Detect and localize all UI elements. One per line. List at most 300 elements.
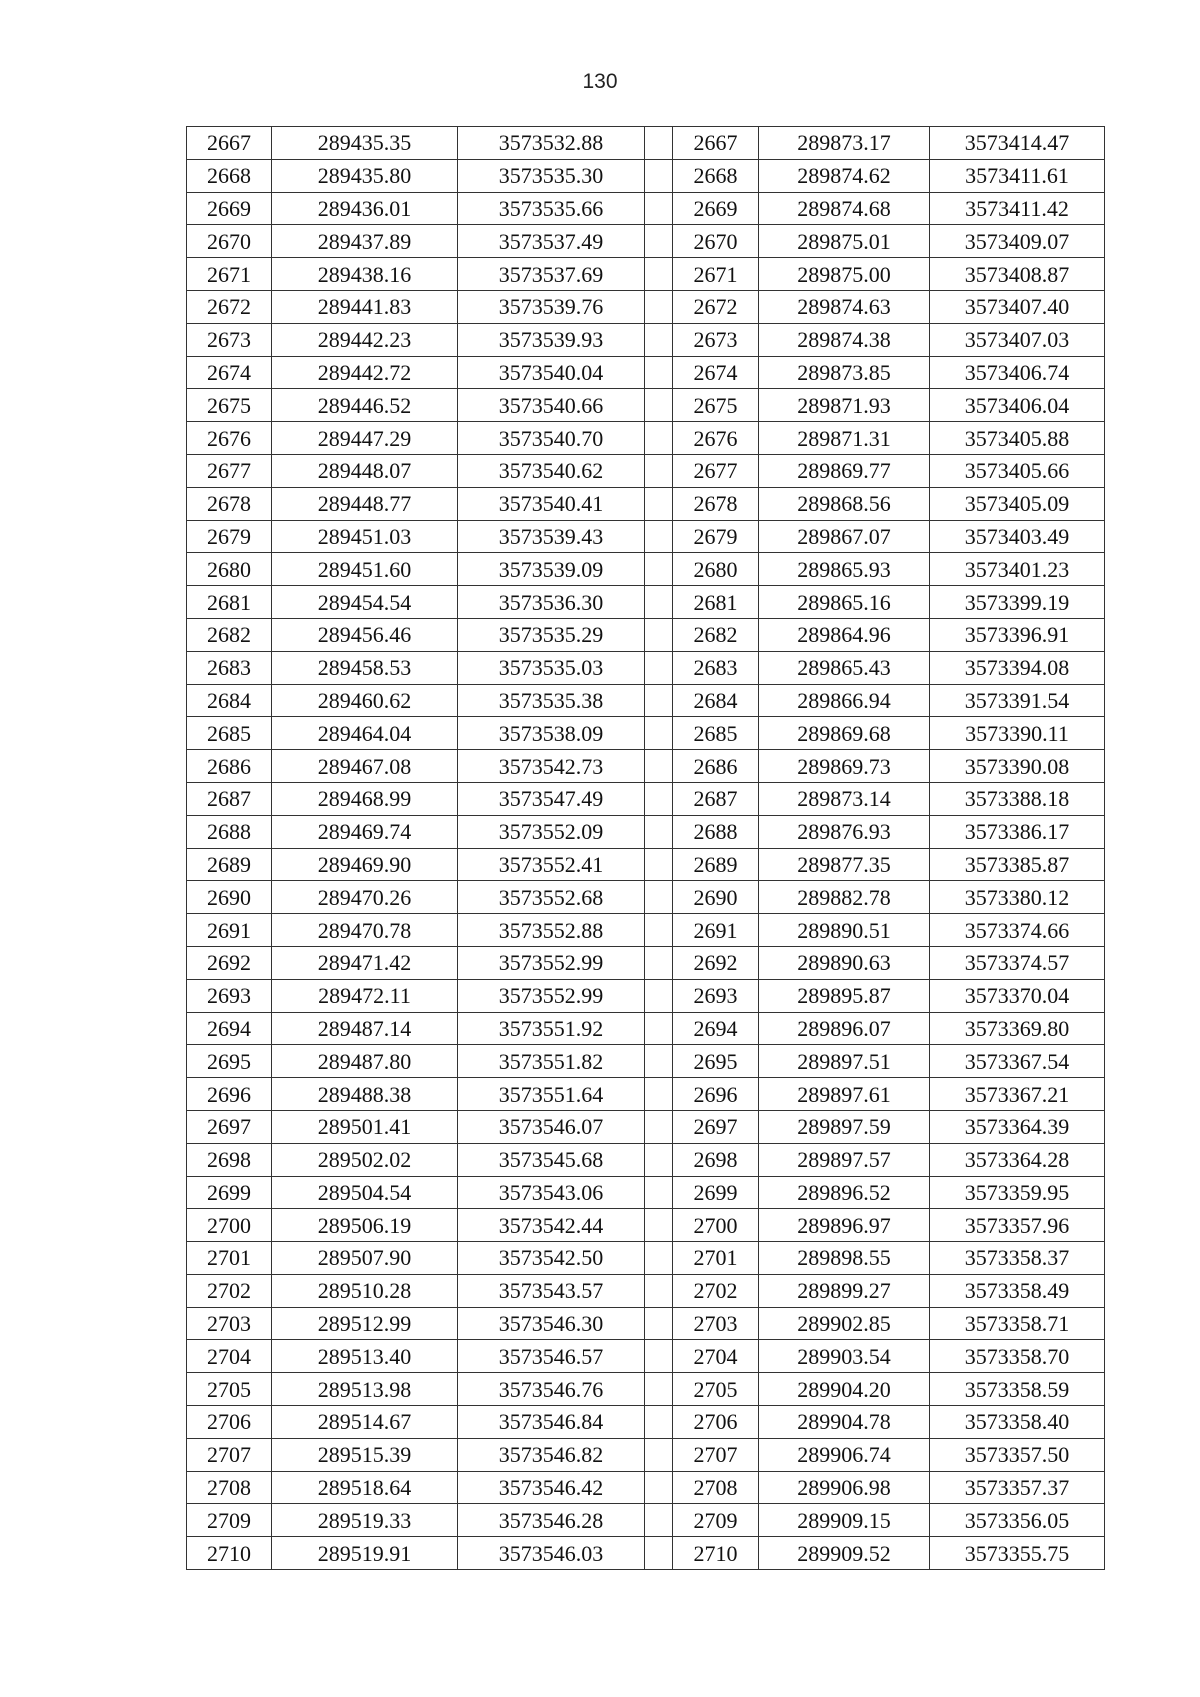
left-point-number-cell: 2672 [187, 290, 272, 323]
right-x-coordinate-cell: 289898.55 [759, 1242, 930, 1275]
right-x-coordinate-cell: 289904.78 [759, 1406, 930, 1439]
table-row [187, 717, 1105, 750]
right-point-number-cell: 2675 [673, 389, 759, 422]
column-gap [645, 1340, 673, 1373]
left-y-coordinate-cell: 3573537.49 [458, 225, 645, 258]
right-x-coordinate-cell: 289906.98 [759, 1471, 930, 1504]
column-gap [645, 323, 673, 356]
right-point-number-cell: 2706 [673, 1406, 759, 1439]
left-x-coordinate-cell: 289469.90 [272, 848, 458, 881]
left-y-coordinate-cell: 3573547.49 [458, 782, 645, 815]
left-point-number-cell: 2678 [187, 487, 272, 520]
left-point-number-cell: 2687 [187, 782, 272, 815]
right-y-coordinate-cell: 3573407.40 [930, 290, 1105, 323]
right-y-coordinate-cell: 3573358.71 [930, 1307, 1105, 1340]
right-x-coordinate-cell: 289895.87 [759, 979, 930, 1012]
left-y-coordinate-cell: 3573546.42 [458, 1471, 645, 1504]
table-row [187, 159, 1105, 192]
column-gap [645, 946, 673, 979]
table-row [187, 487, 1105, 520]
left-point-number-cell: 2670 [187, 225, 272, 258]
table-row [187, 356, 1105, 389]
left-x-coordinate-cell: 289504.54 [272, 1176, 458, 1209]
table-row [187, 422, 1105, 455]
left-y-coordinate-cell: 3573535.38 [458, 684, 645, 717]
right-y-coordinate-cell: 3573370.04 [930, 979, 1105, 1012]
right-point-number-cell: 2703 [673, 1307, 759, 1340]
right-y-coordinate-cell: 3573396.91 [930, 618, 1105, 651]
left-x-coordinate-cell: 289454.54 [272, 586, 458, 619]
table-row [187, 323, 1105, 356]
right-x-coordinate-cell: 289877.35 [759, 848, 930, 881]
column-gap [645, 1406, 673, 1439]
column-gap [645, 1078, 673, 1111]
right-y-coordinate-cell: 3573411.42 [930, 192, 1105, 225]
right-x-coordinate-cell: 289896.07 [759, 1012, 930, 1045]
left-y-coordinate-cell: 3573542.44 [458, 1209, 645, 1242]
right-y-coordinate-cell: 3573399.19 [930, 586, 1105, 619]
left-point-number-cell: 2682 [187, 618, 272, 651]
right-point-number-cell: 2684 [673, 684, 759, 717]
column-gap [645, 684, 673, 717]
left-y-coordinate-cell: 3573552.41 [458, 848, 645, 881]
right-point-number-cell: 2681 [673, 586, 759, 619]
left-y-coordinate-cell: 3573536.30 [458, 586, 645, 619]
table-row [187, 881, 1105, 914]
right-point-number-cell: 2678 [673, 487, 759, 520]
right-x-coordinate-cell: 289868.56 [759, 487, 930, 520]
column-gap [645, 127, 673, 160]
right-y-coordinate-cell: 3573357.96 [930, 1209, 1105, 1242]
right-point-number-cell: 2686 [673, 750, 759, 783]
left-x-coordinate-cell: 289448.77 [272, 487, 458, 520]
left-x-coordinate-cell: 289472.11 [272, 979, 458, 1012]
table-row [187, 1504, 1105, 1537]
right-x-coordinate-cell: 289869.77 [759, 454, 930, 487]
right-y-coordinate-cell: 3573374.66 [930, 914, 1105, 947]
left-y-coordinate-cell: 3573535.03 [458, 651, 645, 684]
column-gap [645, 1045, 673, 1078]
left-point-number-cell: 2677 [187, 454, 272, 487]
left-x-coordinate-cell: 289435.80 [272, 159, 458, 192]
table-row [187, 914, 1105, 947]
right-y-coordinate-cell: 3573358.40 [930, 1406, 1105, 1439]
right-point-number-cell: 2698 [673, 1143, 759, 1176]
left-y-coordinate-cell: 3573540.41 [458, 487, 645, 520]
right-y-coordinate-cell: 3573408.87 [930, 258, 1105, 291]
left-point-number-cell: 2706 [187, 1406, 272, 1439]
column-gap [645, 1143, 673, 1176]
left-point-number-cell: 2693 [187, 979, 272, 1012]
left-y-coordinate-cell: 3573543.57 [458, 1274, 645, 1307]
left-y-coordinate-cell: 3573552.09 [458, 815, 645, 848]
right-point-number-cell: 2709 [673, 1504, 759, 1537]
table-row [187, 1242, 1105, 1275]
table-row [187, 1471, 1105, 1504]
right-y-coordinate-cell: 3573358.59 [930, 1373, 1105, 1406]
right-point-number-cell: 2676 [673, 422, 759, 455]
table-row [187, 1012, 1105, 1045]
right-x-coordinate-cell: 289902.85 [759, 1307, 930, 1340]
right-point-number-cell: 2710 [673, 1537, 759, 1570]
left-x-coordinate-cell: 289446.52 [272, 389, 458, 422]
left-y-coordinate-cell: 3573540.66 [458, 389, 645, 422]
table-row [187, 389, 1105, 422]
right-point-number-cell: 2701 [673, 1242, 759, 1275]
left-x-coordinate-cell: 289512.99 [272, 1307, 458, 1340]
table-row [187, 651, 1105, 684]
left-point-number-cell: 2707 [187, 1438, 272, 1471]
left-x-coordinate-cell: 289510.28 [272, 1274, 458, 1307]
left-y-coordinate-cell: 3573539.76 [458, 290, 645, 323]
table-row [187, 618, 1105, 651]
right-y-coordinate-cell: 3573405.88 [930, 422, 1105, 455]
right-point-number-cell: 2697 [673, 1110, 759, 1143]
right-x-coordinate-cell: 289897.51 [759, 1045, 930, 1078]
left-y-coordinate-cell: 3573546.82 [458, 1438, 645, 1471]
column-gap [645, 1110, 673, 1143]
column-gap [645, 1274, 673, 1307]
left-x-coordinate-cell: 289471.42 [272, 946, 458, 979]
left-y-coordinate-cell: 3573551.92 [458, 1012, 645, 1045]
left-y-coordinate-cell: 3573538.09 [458, 717, 645, 750]
left-y-coordinate-cell: 3573539.43 [458, 520, 645, 553]
left-y-coordinate-cell: 3573540.04 [458, 356, 645, 389]
table-row [187, 782, 1105, 815]
table-row [187, 815, 1105, 848]
right-point-number-cell: 2689 [673, 848, 759, 881]
left-x-coordinate-cell: 289470.26 [272, 881, 458, 914]
left-point-number-cell: 2685 [187, 717, 272, 750]
right-x-coordinate-cell: 289864.96 [759, 618, 930, 651]
column-gap [645, 290, 673, 323]
right-x-coordinate-cell: 289867.07 [759, 520, 930, 553]
right-y-coordinate-cell: 3573390.08 [930, 750, 1105, 783]
right-x-coordinate-cell: 289873.14 [759, 782, 930, 815]
left-x-coordinate-cell: 289435.35 [272, 127, 458, 160]
column-gap [645, 258, 673, 291]
right-point-number-cell: 2694 [673, 1012, 759, 1045]
column-gap [645, 782, 673, 815]
left-y-coordinate-cell: 3573535.29 [458, 618, 645, 651]
left-x-coordinate-cell: 289513.40 [272, 1340, 458, 1373]
column-gap [645, 586, 673, 619]
left-x-coordinate-cell: 289447.29 [272, 422, 458, 455]
right-point-number-cell: 2672 [673, 290, 759, 323]
right-y-coordinate-cell: 3573411.61 [930, 159, 1105, 192]
right-y-coordinate-cell: 3573357.50 [930, 1438, 1105, 1471]
right-x-coordinate-cell: 289897.59 [759, 1110, 930, 1143]
left-point-number-cell: 2701 [187, 1242, 272, 1275]
column-gap [645, 520, 673, 553]
right-x-coordinate-cell: 289871.93 [759, 389, 930, 422]
table-row [187, 1143, 1105, 1176]
right-point-number-cell: 2700 [673, 1209, 759, 1242]
right-point-number-cell: 2691 [673, 914, 759, 947]
right-x-coordinate-cell: 289874.68 [759, 192, 930, 225]
right-y-coordinate-cell: 3573390.11 [930, 717, 1105, 750]
right-x-coordinate-cell: 289909.15 [759, 1504, 930, 1537]
left-point-number-cell: 2690 [187, 881, 272, 914]
right-point-number-cell: 2673 [673, 323, 759, 356]
left-y-coordinate-cell: 3573546.76 [458, 1373, 645, 1406]
left-y-coordinate-cell: 3573545.68 [458, 1143, 645, 1176]
right-x-coordinate-cell: 289869.68 [759, 717, 930, 750]
left-point-number-cell: 2669 [187, 192, 272, 225]
table-row [187, 258, 1105, 291]
left-point-number-cell: 2705 [187, 1373, 272, 1406]
right-y-coordinate-cell: 3573385.87 [930, 848, 1105, 881]
right-x-coordinate-cell: 289866.94 [759, 684, 930, 717]
left-point-number-cell: 2697 [187, 1110, 272, 1143]
table-row [187, 1438, 1105, 1471]
right-y-coordinate-cell: 3573394.08 [930, 651, 1105, 684]
right-y-coordinate-cell: 3573357.37 [930, 1471, 1105, 1504]
right-point-number-cell: 2702 [673, 1274, 759, 1307]
left-y-coordinate-cell: 3573532.88 [458, 127, 645, 160]
column-gap [645, 1307, 673, 1340]
left-x-coordinate-cell: 289513.98 [272, 1373, 458, 1406]
table-row [187, 1110, 1105, 1143]
left-x-coordinate-cell: 289488.38 [272, 1078, 458, 1111]
left-y-coordinate-cell: 3573537.69 [458, 258, 645, 291]
right-point-number-cell: 2679 [673, 520, 759, 553]
left-y-coordinate-cell: 3573540.62 [458, 454, 645, 487]
right-y-coordinate-cell: 3573406.74 [930, 356, 1105, 389]
right-point-number-cell: 2677 [673, 454, 759, 487]
left-y-coordinate-cell: 3573546.03 [458, 1537, 645, 1570]
left-point-number-cell: 2702 [187, 1274, 272, 1307]
table-row [187, 1406, 1105, 1439]
left-x-coordinate-cell: 289458.53 [272, 651, 458, 684]
left-x-coordinate-cell: 289470.78 [272, 914, 458, 947]
column-gap [645, 1012, 673, 1045]
right-point-number-cell: 2696 [673, 1078, 759, 1111]
column-gap [645, 914, 673, 947]
left-x-coordinate-cell: 289460.62 [272, 684, 458, 717]
column-gap [645, 1242, 673, 1275]
left-x-coordinate-cell: 289468.99 [272, 782, 458, 815]
right-y-coordinate-cell: 3573380.12 [930, 881, 1105, 914]
left-point-number-cell: 2692 [187, 946, 272, 979]
left-x-coordinate-cell: 289507.90 [272, 1242, 458, 1275]
right-x-coordinate-cell: 289897.61 [759, 1078, 930, 1111]
right-x-coordinate-cell: 289903.54 [759, 1340, 930, 1373]
column-gap [645, 717, 673, 750]
right-point-number-cell: 2667 [673, 127, 759, 160]
right-y-coordinate-cell: 3573358.49 [930, 1274, 1105, 1307]
column-gap [645, 979, 673, 1012]
column-gap [645, 1471, 673, 1504]
coordinates-table [186, 126, 1105, 1570]
left-point-number-cell: 2691 [187, 914, 272, 947]
right-point-number-cell: 2680 [673, 553, 759, 586]
right-y-coordinate-cell: 3573358.37 [930, 1242, 1105, 1275]
left-x-coordinate-cell: 289487.14 [272, 1012, 458, 1045]
column-gap [645, 651, 673, 684]
right-x-coordinate-cell: 289874.63 [759, 290, 930, 323]
column-gap [645, 848, 673, 881]
right-x-coordinate-cell: 289906.74 [759, 1438, 930, 1471]
left-x-coordinate-cell: 289514.67 [272, 1406, 458, 1439]
left-x-coordinate-cell: 289469.74 [272, 815, 458, 848]
left-y-coordinate-cell: 3573546.28 [458, 1504, 645, 1537]
right-point-number-cell: 2683 [673, 651, 759, 684]
right-point-number-cell: 2687 [673, 782, 759, 815]
left-x-coordinate-cell: 289442.72 [272, 356, 458, 389]
left-point-number-cell: 2704 [187, 1340, 272, 1373]
column-gap [645, 1504, 673, 1537]
right-y-coordinate-cell: 3573367.21 [930, 1078, 1105, 1111]
column-gap [645, 1373, 673, 1406]
right-point-number-cell: 2674 [673, 356, 759, 389]
column-gap [645, 553, 673, 586]
left-x-coordinate-cell: 289438.16 [272, 258, 458, 291]
left-x-coordinate-cell: 289519.91 [272, 1537, 458, 1570]
left-point-number-cell: 2684 [187, 684, 272, 717]
table-row [187, 1307, 1105, 1340]
left-x-coordinate-cell: 289441.83 [272, 290, 458, 323]
left-point-number-cell: 2703 [187, 1307, 272, 1340]
left-x-coordinate-cell: 289501.41 [272, 1110, 458, 1143]
right-y-coordinate-cell: 3573374.57 [930, 946, 1105, 979]
left-x-coordinate-cell: 289467.08 [272, 750, 458, 783]
right-x-coordinate-cell: 289876.93 [759, 815, 930, 848]
right-x-coordinate-cell: 289875.01 [759, 225, 930, 258]
column-gap [645, 356, 673, 389]
left-point-number-cell: 2689 [187, 848, 272, 881]
column-gap [645, 1209, 673, 1242]
left-y-coordinate-cell: 3573552.68 [458, 881, 645, 914]
left-point-number-cell: 2671 [187, 258, 272, 291]
left-point-number-cell: 2681 [187, 586, 272, 619]
left-x-coordinate-cell: 289451.03 [272, 520, 458, 553]
left-x-coordinate-cell: 289442.23 [272, 323, 458, 356]
right-y-coordinate-cell: 3573386.17 [930, 815, 1105, 848]
column-gap [645, 159, 673, 192]
right-point-number-cell: 2704 [673, 1340, 759, 1373]
left-point-number-cell: 2710 [187, 1537, 272, 1570]
right-x-coordinate-cell: 289897.57 [759, 1143, 930, 1176]
right-y-coordinate-cell: 3573355.75 [930, 1537, 1105, 1570]
right-y-coordinate-cell: 3573409.07 [930, 225, 1105, 258]
left-point-number-cell: 2700 [187, 1209, 272, 1242]
right-x-coordinate-cell: 289890.51 [759, 914, 930, 947]
left-point-number-cell: 2686 [187, 750, 272, 783]
table-row [187, 684, 1105, 717]
table-row [187, 1078, 1105, 1111]
left-point-number-cell: 2708 [187, 1471, 272, 1504]
left-y-coordinate-cell: 3573552.99 [458, 979, 645, 1012]
left-x-coordinate-cell: 289515.39 [272, 1438, 458, 1471]
left-point-number-cell: 2698 [187, 1143, 272, 1176]
right-point-number-cell: 2690 [673, 881, 759, 914]
left-x-coordinate-cell: 289519.33 [272, 1504, 458, 1537]
left-point-number-cell: 2667 [187, 127, 272, 160]
left-point-number-cell: 2695 [187, 1045, 272, 1078]
left-point-number-cell: 2709 [187, 1504, 272, 1537]
right-point-number-cell: 2671 [673, 258, 759, 291]
left-point-number-cell: 2683 [187, 651, 272, 684]
left-x-coordinate-cell: 289502.02 [272, 1143, 458, 1176]
table-row [187, 1045, 1105, 1078]
right-point-number-cell: 2685 [673, 717, 759, 750]
left-point-number-cell: 2696 [187, 1078, 272, 1111]
table-row [187, 1537, 1105, 1570]
left-y-coordinate-cell: 3573542.50 [458, 1242, 645, 1275]
right-y-coordinate-cell: 3573405.09 [930, 487, 1105, 520]
right-y-coordinate-cell: 3573367.54 [930, 1045, 1105, 1078]
table-row [187, 1274, 1105, 1307]
left-x-coordinate-cell: 289464.04 [272, 717, 458, 750]
right-x-coordinate-cell: 289871.31 [759, 422, 930, 455]
left-y-coordinate-cell: 3573552.99 [458, 946, 645, 979]
right-point-number-cell: 2699 [673, 1176, 759, 1209]
table-row [187, 946, 1105, 979]
table-row [187, 979, 1105, 1012]
table-row [187, 225, 1105, 258]
right-x-coordinate-cell: 289899.27 [759, 1274, 930, 1307]
column-gap [645, 422, 673, 455]
right-x-coordinate-cell: 289869.73 [759, 750, 930, 783]
table-row [187, 520, 1105, 553]
right-x-coordinate-cell: 289873.17 [759, 127, 930, 160]
right-x-coordinate-cell: 289904.20 [759, 1373, 930, 1406]
left-x-coordinate-cell: 289456.46 [272, 618, 458, 651]
left-y-coordinate-cell: 3573551.64 [458, 1078, 645, 1111]
column-gap [645, 815, 673, 848]
right-x-coordinate-cell: 289896.97 [759, 1209, 930, 1242]
right-y-coordinate-cell: 3573403.49 [930, 520, 1105, 553]
left-x-coordinate-cell: 289448.07 [272, 454, 458, 487]
right-x-coordinate-cell: 289909.52 [759, 1537, 930, 1570]
left-point-number-cell: 2688 [187, 815, 272, 848]
table-row [187, 848, 1105, 881]
left-y-coordinate-cell: 3573546.57 [458, 1340, 645, 1373]
left-y-coordinate-cell: 3573540.70 [458, 422, 645, 455]
column-gap [645, 1438, 673, 1471]
right-x-coordinate-cell: 289890.63 [759, 946, 930, 979]
table-row [187, 586, 1105, 619]
right-point-number-cell: 2705 [673, 1373, 759, 1406]
left-y-coordinate-cell: 3573551.82 [458, 1045, 645, 1078]
left-point-number-cell: 2675 [187, 389, 272, 422]
table-row [187, 127, 1105, 160]
right-x-coordinate-cell: 289865.43 [759, 651, 930, 684]
page-number: 130 [582, 70, 618, 93]
right-y-coordinate-cell: 3573388.18 [930, 782, 1105, 815]
left-y-coordinate-cell: 3573552.88 [458, 914, 645, 947]
right-y-coordinate-cell: 3573405.66 [930, 454, 1105, 487]
right-y-coordinate-cell: 3573369.80 [930, 1012, 1105, 1045]
left-point-number-cell: 2676 [187, 422, 272, 455]
left-y-coordinate-cell: 3573543.06 [458, 1176, 645, 1209]
left-point-number-cell: 2679 [187, 520, 272, 553]
left-y-coordinate-cell: 3573542.73 [458, 750, 645, 783]
right-y-coordinate-cell: 3573359.95 [930, 1176, 1105, 1209]
right-point-number-cell: 2693 [673, 979, 759, 1012]
left-point-number-cell: 2699 [187, 1176, 272, 1209]
column-gap [645, 750, 673, 783]
right-point-number-cell: 2692 [673, 946, 759, 979]
left-point-number-cell: 2674 [187, 356, 272, 389]
column-gap [645, 1176, 673, 1209]
table-row [187, 290, 1105, 323]
right-y-coordinate-cell: 3573356.05 [930, 1504, 1105, 1537]
left-y-coordinate-cell: 3573546.84 [458, 1406, 645, 1439]
column-gap [645, 192, 673, 225]
right-point-number-cell: 2682 [673, 618, 759, 651]
